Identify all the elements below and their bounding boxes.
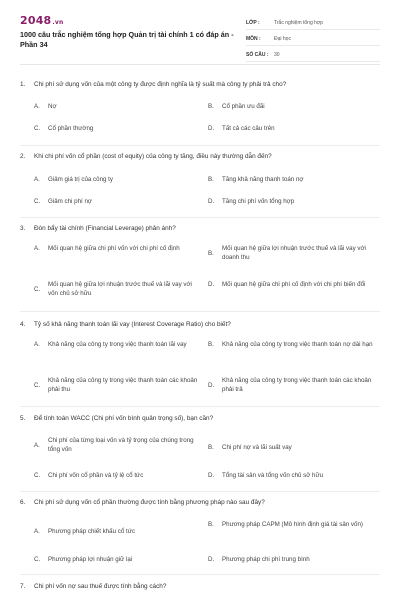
question-body: Chi phí vốn nợ sau thuế được tính bằng cách?: [34, 583, 167, 590]
logo-main: 2048: [20, 14, 52, 27]
site-logo[interactable]: [20, 14, 63, 27]
option-2a[interactable]: [34, 175, 184, 184]
question-body: Đòn bẩy tài chính (Financial Leverage) phản ánh?: [34, 225, 176, 232]
option-text: Mối quan hệ giữa chi phí cố định với chi phí biến đổi: [222, 281, 366, 288]
meta-table: [246, 14, 380, 62]
option-2c[interactable]: [34, 197, 184, 206]
option-text: Tăng chi phí vốn tổng hợp: [222, 198, 295, 205]
option-letter: C.: [34, 125, 41, 132]
option-text: Khả năng của công ty trong việc thanh toán các khoản phải trả: [222, 377, 372, 393]
option-text: Phương pháp lợi nhuận giữ lại: [48, 556, 133, 563]
option-text: Chi phí nợ và lãi suất vay: [222, 444, 292, 451]
meta-label: SỐ CÂU :: [246, 52, 269, 58]
option-letter: D.: [208, 472, 215, 479]
option-letter: A.: [34, 341, 40, 348]
question-number: 4.: [20, 321, 26, 328]
option-3c[interactable]: [34, 280, 199, 298]
option-6a[interactable]: [34, 527, 199, 536]
option-1b[interactable]: [208, 102, 368, 111]
option-letter: C.: [34, 381, 41, 389]
question-number: 3.: [20, 225, 26, 232]
option-letter: C.: [34, 556, 41, 563]
option-letter: D.: [208, 125, 215, 132]
option-letter: A.: [34, 103, 40, 110]
question-number: 2.: [20, 153, 26, 160]
question-number: 6.: [20, 499, 26, 506]
question-text: [20, 224, 380, 233]
meta-value: Trắc nghiệm tổng hợp: [274, 20, 323, 26]
page-header: [20, 0, 380, 65]
option-5a[interactable]: [34, 436, 199, 454]
option-letter: D.: [208, 198, 215, 205]
option-text: Cổ phần thường: [48, 125, 94, 132]
option-4d[interactable]: [208, 376, 373, 394]
option-letter: A.: [34, 528, 40, 535]
divider: [20, 217, 380, 218]
logo-suffix: .vn: [52, 19, 64, 26]
option-text: Khả năng của công ty trong việc thanh toán lãi vay: [48, 341, 187, 348]
meta-row-subject: [246, 30, 380, 46]
option-letter: C.: [34, 472, 41, 479]
question-body: Khi chi phí vốn cổ phần (cost of equity) của công ty tăng, điều này thường dẫn đến?: [34, 153, 272, 160]
option-6d[interactable]: [208, 555, 378, 564]
option-text: Giảm giá trị của công ty: [48, 176, 113, 183]
question-body: Tỷ số khả năng thanh toán lãi vay (Interest Coverage Ratio) cho biết?: [34, 321, 231, 328]
question-body: Chi phí sử dụng vốn của một công ty được định nghĩa là tỷ suất mà công ty phải trả cho?: [34, 81, 287, 88]
option-text: Nợ: [48, 103, 57, 110]
option-1c[interactable]: [34, 124, 184, 133]
meta-row-count: [246, 46, 380, 62]
option-letter: D.: [208, 556, 215, 563]
option-4a[interactable]: [34, 340, 199, 349]
option-text: Tổng tài sản và tổng vốn chủ sở hữu: [222, 472, 324, 479]
option-letter: B.: [208, 341, 214, 348]
option-5b[interactable]: [208, 443, 373, 452]
option-letter: D.: [208, 281, 215, 288]
option-letter: B.: [208, 444, 214, 451]
option-letter: B.: [208, 176, 214, 183]
option-letter: B.: [208, 103, 214, 110]
option-3b[interactable]: [208, 244, 378, 262]
option-text: Phương pháp CAPM (Mô hình định giá tài sản vốn): [222, 521, 363, 528]
question-text: [20, 498, 380, 507]
question-text: [20, 414, 380, 423]
question-5: [20, 414, 380, 423]
divider: [20, 574, 380, 575]
option-text: Mối quan hệ giữa lợi nhuận trước thuế và lãi vay với vốn chủ sở hữu: [48, 281, 192, 297]
question-1: [20, 80, 380, 89]
option-text: Tất cả các câu trên: [222, 125, 275, 132]
option-letter: B.: [208, 521, 214, 528]
divider: [20, 311, 380, 312]
option-text: Chi phí vốn cổ phần và tỷ lệ cổ tức: [48, 472, 144, 479]
question-body: Để tính toán WACC (Chi phí vốn bình quân trọng số), bạn cần?: [34, 415, 214, 422]
option-2d[interactable]: [208, 197, 368, 206]
option-letter: C.: [34, 198, 41, 205]
question-text: [20, 582, 380, 591]
option-4c[interactable]: [34, 376, 199, 394]
option-text: Giảm chi phí nợ: [48, 198, 92, 205]
meta-label: LỚP :: [246, 20, 260, 26]
option-text: Mối quan hệ giữa chi phí vốn với chi phí cố định: [48, 245, 180, 252]
question-6: [20, 498, 380, 507]
option-5d[interactable]: [208, 471, 373, 480]
divider: [20, 491, 380, 492]
option-letter: A.: [34, 245, 40, 252]
option-2b[interactable]: [208, 175, 368, 184]
question-number: 7.: [20, 583, 26, 590]
option-text: Tăng khả năng thanh toán nợ: [222, 176, 304, 183]
question-number: 5.: [20, 415, 26, 422]
document-title: 1000 câu trắc nghiệm tổng hợp Quản trị tài chính 1 có đáp án - Phần 34: [20, 30, 234, 49]
question-text: [20, 320, 380, 329]
option-3d[interactable]: [208, 280, 378, 289]
option-text: Mối quan hệ giữa lợi nhuận trước thuế và lãi vay với doanh thu: [222, 245, 366, 261]
option-letter: C.: [34, 285, 41, 293]
question-body: Chi phí sử dụng vốn cổ phần thường được tính bằng phương pháp nào sau đây?: [34, 499, 265, 506]
meta-value: Đại học: [274, 36, 291, 42]
option-text: Khả năng của công ty trong việc thanh toán nợ dài hạn: [222, 341, 373, 348]
option-letter: D.: [208, 381, 215, 389]
option-letter: B.: [208, 249, 214, 257]
option-1d[interactable]: [208, 124, 368, 133]
option-1a[interactable]: [34, 102, 184, 111]
option-text: Phương pháp chiết khấu cổ tức: [48, 528, 135, 535]
question-2: [20, 152, 380, 161]
option-4b[interactable]: [208, 340, 373, 349]
option-6b[interactable]: [208, 520, 378, 529]
option-text: Chi phí của từng loại vốn và tỷ trọng của chúng trong tổng vốn: [48, 437, 194, 453]
option-letter: A.: [34, 441, 40, 449]
divider: [20, 406, 380, 407]
question-text: [20, 152, 380, 161]
question-3: [20, 224, 380, 233]
option-text: Khả năng của công ty trong việc thanh toán các khoản phải thu: [48, 377, 198, 393]
option-3a[interactable]: [34, 244, 199, 253]
divider: [20, 145, 380, 146]
meta-label: MÔN :: [246, 36, 261, 42]
option-5c[interactable]: [34, 471, 199, 480]
question-text: [20, 80, 380, 89]
question-4: [20, 320, 380, 329]
meta-row-class: [246, 14, 380, 30]
question-number: 1.: [20, 81, 26, 88]
question-7: [20, 582, 380, 591]
option-letter: A.: [34, 176, 40, 183]
option-text: Phương pháp chi phí trung bình: [222, 556, 310, 563]
meta-value: 30: [274, 52, 280, 58]
option-text: Cổ phần ưu đãi: [222, 103, 265, 110]
option-6c[interactable]: [34, 555, 199, 564]
